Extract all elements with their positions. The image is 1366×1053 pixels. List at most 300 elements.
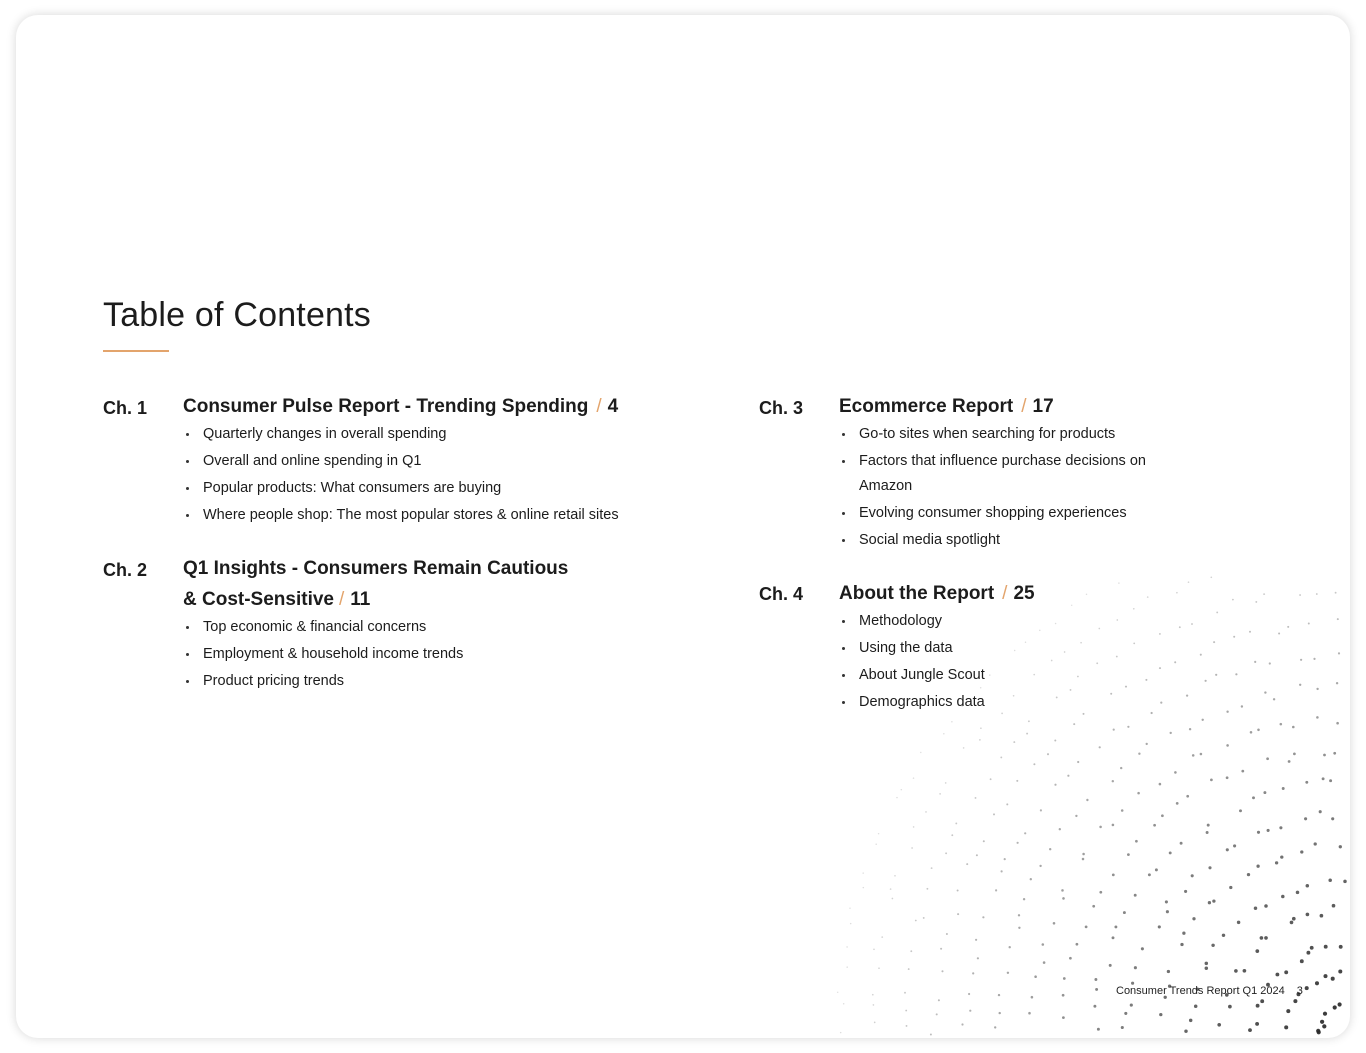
chapter-number: Ch. 2 — [103, 560, 148, 580]
decorative-dot — [1275, 973, 1279, 977]
decorative-dot — [1300, 959, 1304, 963]
decorative-dot — [1159, 1013, 1162, 1016]
decorative-dot — [1278, 632, 1280, 634]
decorative-dot — [1243, 969, 1247, 973]
decorative-dot — [1086, 799, 1088, 801]
decorative-dot — [1099, 746, 1101, 748]
decorative-dot — [1273, 698, 1275, 700]
decorative-dot — [1076, 943, 1079, 946]
decorative-dot — [961, 1023, 963, 1025]
decorative-dot — [1174, 771, 1177, 774]
decorative-dot — [1134, 894, 1137, 897]
decorative-dot — [1263, 593, 1265, 595]
decorative-dot — [1255, 949, 1259, 953]
topic-item: Methodology — [839, 609, 1239, 634]
decorative-dot — [872, 994, 874, 996]
decorative-dot — [1024, 832, 1026, 834]
decorative-dot — [993, 813, 995, 815]
decorative-dot — [943, 733, 945, 735]
decorative-dot — [1026, 733, 1028, 735]
decorative-dot — [1200, 753, 1203, 756]
decorative-dot — [1296, 891, 1300, 895]
decorative-dot — [1092, 905, 1095, 908]
decorative-dot — [1228, 1005, 1232, 1009]
decorative-dot — [930, 1034, 932, 1036]
decorative-dot — [1208, 866, 1211, 869]
decorative-dot — [896, 797, 897, 798]
decorative-dot — [1023, 898, 1025, 900]
decorative-dot — [1000, 756, 1002, 758]
decorative-dot — [1322, 777, 1325, 780]
decorative-dot — [931, 867, 933, 869]
decorative-dot — [1186, 795, 1189, 798]
decorative-dot — [1093, 1005, 1096, 1008]
chapter-page-number: 4 — [607, 396, 619, 417]
decorative-dot — [945, 852, 947, 854]
decorative-dot — [1336, 682, 1338, 684]
decorative-dot — [1250, 731, 1253, 734]
decorative-dot — [975, 939, 977, 941]
decorative-dot — [923, 917, 925, 919]
decorative-dot — [1040, 809, 1042, 811]
decorative-dot — [1063, 977, 1066, 980]
chapter-title-link[interactable] — [183, 553, 663, 615]
chapter-page-number: 17 — [1032, 396, 1054, 417]
decorative-dot — [979, 739, 981, 741]
title-accent-rule — [103, 350, 169, 352]
decorative-dot — [951, 721, 953, 723]
topic-item: Go-to sites when searching for products — [839, 422, 1189, 447]
decorative-dot — [905, 1010, 907, 1012]
topic-item: Demographics data — [839, 690, 1239, 715]
decorative-dot — [1192, 917, 1195, 920]
decorative-dot — [1004, 858, 1006, 860]
topic-item: Overall and online spending in Q1 — [183, 449, 743, 474]
decorative-dot — [1306, 913, 1310, 917]
decorative-dot — [1264, 691, 1266, 693]
decorative-dot — [1266, 757, 1269, 760]
decorative-dot — [843, 1003, 845, 1005]
decorative-dot — [1338, 969, 1342, 973]
decorative-dot — [1082, 853, 1085, 856]
decorative-dot — [1054, 740, 1056, 742]
chapter-topics — [839, 609, 1239, 715]
footer-report-name: Consumer Trends Report Q1 2024 — [1116, 985, 1285, 997]
decorative-dot — [1305, 986, 1309, 990]
decorative-dot — [1280, 855, 1283, 858]
decorative-dot — [976, 854, 978, 856]
decorative-dot — [1018, 914, 1020, 916]
decorative-dot — [1146, 743, 1148, 745]
decorative-dot — [1322, 1024, 1326, 1028]
decorative-dot — [920, 752, 921, 753]
decorative-dot — [1062, 1016, 1065, 1019]
decorative-dot — [1176, 802, 1179, 805]
footer-page-number: 3 — [1296, 985, 1303, 997]
decorative-dot — [1112, 824, 1115, 827]
decorative-dot — [1333, 1005, 1337, 1009]
page-title: Table of Contents — [103, 296, 372, 334]
decorative-dot — [1343, 880, 1347, 884]
decorative-dot — [1007, 972, 1009, 974]
decorative-dot — [1328, 878, 1332, 882]
decorative-dot — [1120, 767, 1122, 769]
decorative-dot — [1292, 917, 1296, 921]
decorative-dot — [1335, 592, 1337, 594]
decorative-dot — [1222, 934, 1225, 937]
decorative-dot — [946, 933, 948, 935]
decorative-dot — [906, 1025, 908, 1027]
decorative-dot — [1279, 826, 1282, 829]
decorative-dot — [1308, 622, 1310, 624]
decorative-dot — [1067, 775, 1069, 777]
decorative-dot — [1275, 861, 1278, 864]
chapter-number: Ch. 3 — [759, 398, 804, 418]
decorative-dot — [1180, 943, 1183, 946]
decorative-dot — [1155, 868, 1158, 871]
decorative-dot — [1097, 1028, 1100, 1031]
decorative-dot — [936, 1013, 938, 1015]
decorative-dot — [982, 916, 984, 918]
decorative-dot — [1073, 723, 1075, 725]
decorative-dot — [1304, 817, 1307, 820]
decorative-dot — [913, 777, 915, 779]
decorative-dot — [1299, 684, 1301, 686]
decorative-dot — [1293, 999, 1297, 1003]
decorative-dot — [1112, 780, 1114, 782]
decorative-dot — [1043, 961, 1046, 964]
decorative-dot — [1182, 932, 1185, 935]
decorative-dot — [1191, 874, 1194, 877]
decorative-dot — [1034, 975, 1037, 978]
decorative-dot — [1062, 994, 1065, 997]
decorative-dot — [1241, 705, 1243, 707]
decorative-dot — [878, 967, 880, 969]
decorative-dot — [1336, 722, 1339, 725]
chapter-number: Ch. 4 — [759, 584, 804, 604]
decorative-dot — [980, 727, 982, 729]
decorative-dot — [968, 993, 970, 995]
decorative-dot — [1249, 631, 1251, 633]
separator-slash: / — [596, 396, 602, 417]
decorative-dot — [1207, 824, 1210, 827]
decorative-dot — [1206, 831, 1209, 834]
decorative-dot — [945, 782, 947, 784]
decorative-dot — [1306, 884, 1310, 888]
decorative-dot — [1039, 865, 1041, 867]
decorative-dot — [1127, 726, 1129, 728]
decorative-dot — [1264, 904, 1268, 908]
decorative-dot — [999, 1012, 1001, 1014]
decorative-dot — [901, 789, 902, 790]
decorative-dot — [1320, 1020, 1324, 1024]
decorative-dot — [1323, 974, 1327, 978]
decorative-dot — [1184, 1029, 1187, 1032]
decorative-dot — [1313, 658, 1315, 660]
decorative-dot — [1248, 1028, 1252, 1032]
decorative-dot — [1234, 969, 1238, 973]
decorative-dot — [875, 843, 876, 844]
chapter-title-line-2: & Cost-Sensitive — [183, 589, 334, 610]
decorative-dot — [966, 863, 968, 865]
topic-item: About Jungle Scout — [839, 663, 1239, 688]
decorative-dot — [1141, 947, 1144, 950]
decorative-dot — [1180, 842, 1183, 845]
decorative-dot — [1284, 1025, 1288, 1029]
decorative-dot — [892, 898, 894, 900]
decorative-dot — [1033, 763, 1035, 765]
decorative-dot — [1255, 601, 1257, 603]
decorative-dot — [1153, 824, 1156, 827]
decorative-dot — [904, 992, 906, 994]
decorative-dot — [1217, 1023, 1221, 1027]
decorative-dot — [957, 890, 959, 892]
decorative-dot — [1028, 720, 1030, 722]
chapter-topics — [839, 422, 1189, 553]
decorative-dot — [1286, 1009, 1290, 1013]
decorative-dot — [1255, 1022, 1259, 1026]
decorative-dot — [1254, 907, 1257, 910]
decorative-dot — [908, 968, 910, 970]
decorative-dot — [874, 1022, 876, 1024]
decorative-dot — [1189, 728, 1191, 730]
decorative-dot — [1001, 870, 1003, 872]
decorative-dot — [1323, 754, 1326, 757]
decorative-dot — [1226, 848, 1229, 851]
decorative-dot — [1095, 988, 1098, 991]
decorative-dot — [1299, 594, 1301, 596]
decorative-dot — [915, 920, 917, 922]
decorative-dot — [941, 970, 943, 972]
decorative-dot — [862, 872, 863, 873]
decorative-dot — [1062, 897, 1065, 900]
decorative-dot — [1112, 874, 1115, 877]
decorative-dot — [1339, 945, 1343, 949]
decorative-dot — [1338, 1002, 1342, 1006]
page-footer — [1116, 985, 1303, 997]
chapter-title: Ecommerce Report — [839, 396, 1014, 417]
decorative-dot — [1316, 716, 1319, 719]
decorative-dot — [1337, 618, 1339, 620]
decorative-dot — [1324, 945, 1328, 949]
decorative-dot — [1047, 753, 1049, 755]
decorative-dot — [1260, 936, 1264, 940]
decorative-dot — [1310, 946, 1314, 950]
decorative-dot — [1134, 966, 1137, 969]
decorative-dot — [1167, 970, 1170, 973]
decorative-dot — [1315, 981, 1319, 985]
decorative-dot — [846, 966, 848, 968]
decorative-dot — [878, 833, 879, 834]
decorative-dot — [1077, 761, 1079, 763]
separator-slash: / — [338, 589, 345, 610]
decorative-dot — [1229, 886, 1232, 889]
decorative-dot — [1127, 853, 1130, 856]
decorative-dot — [1257, 729, 1260, 732]
decorative-dot — [998, 994, 1000, 996]
decorative-dot — [1338, 652, 1340, 654]
decorative-dot — [1042, 943, 1045, 946]
decorative-dot — [1205, 962, 1208, 965]
topic-item: Product pricing trends — [183, 669, 663, 694]
decorative-dot — [1300, 850, 1303, 853]
decorative-dot — [969, 1010, 971, 1012]
topic-item: Using the data — [839, 636, 1239, 661]
decorative-dot — [955, 822, 957, 824]
decorative-dot — [1319, 810, 1322, 813]
decorative-dot — [1085, 926, 1088, 929]
decorative-dot — [1263, 791, 1266, 794]
decorative-dot — [881, 936, 883, 938]
decorative-dot — [1159, 783, 1162, 786]
decorative-dot — [1184, 890, 1187, 893]
decorative-dot — [1018, 927, 1020, 929]
decorative-dot — [1028, 1012, 1031, 1015]
decorative-dot — [911, 847, 913, 849]
decorative-dot — [1320, 914, 1324, 918]
decorative-dot — [1202, 719, 1204, 721]
decorative-dot — [1099, 891, 1102, 894]
decorative-dot — [1148, 873, 1151, 876]
topic-item: Employment & household income trends — [183, 642, 663, 667]
decorative-dot — [1121, 1026, 1124, 1029]
decorative-dot — [1205, 967, 1208, 970]
decorative-dot — [1099, 826, 1102, 829]
decorative-dot — [1254, 661, 1256, 663]
decorative-dot — [1306, 951, 1310, 955]
decorative-dot — [1329, 779, 1332, 782]
decorative-dot — [1061, 889, 1064, 892]
decorative-dot — [994, 1026, 996, 1028]
decorative-dot — [1031, 996, 1034, 999]
separator-slash: / — [1021, 396, 1027, 417]
decorative-dot — [1135, 840, 1138, 843]
decorative-dot — [846, 946, 847, 947]
decorative-dot — [1030, 878, 1032, 880]
decorative-dot — [837, 992, 838, 993]
decorative-dot — [873, 948, 875, 950]
decorative-dot — [1226, 776, 1229, 779]
decorative-dot — [1009, 946, 1011, 948]
decorative-dot — [1013, 741, 1015, 743]
decorative-dot — [983, 840, 985, 842]
decorative-dot — [940, 948, 942, 950]
decorative-dot — [1233, 844, 1236, 847]
decorative-dot — [1017, 842, 1019, 844]
decorative-dot — [1226, 744, 1229, 747]
decorative-dot — [1113, 729, 1115, 731]
decorative-dot — [925, 811, 927, 813]
decorative-dot — [1138, 753, 1140, 755]
decorative-dot — [1006, 803, 1008, 805]
decorative-dot — [1269, 662, 1271, 664]
decorative-dot — [1316, 688, 1318, 690]
separator-slash: / — [1002, 583, 1008, 604]
topic-item: Factors that influence purchase decisions on Amazon — [839, 449, 1189, 499]
topic-item: Popular products: What consumers are buying — [183, 476, 743, 501]
decorative-dot — [1212, 899, 1215, 902]
decorative-dot — [1280, 723, 1283, 726]
decorative-dot — [990, 778, 992, 780]
decorative-dot — [840, 1032, 841, 1033]
decorative-dot — [1331, 977, 1335, 981]
decorative-dot — [1288, 760, 1291, 763]
decorative-dot — [1069, 957, 1072, 960]
decorative-dot — [1166, 910, 1169, 913]
chapter-number: Ch. 1 — [103, 398, 148, 418]
topic-item: Social media spotlight — [839, 528, 1189, 553]
decorative-dot — [1257, 831, 1260, 834]
document-page — [16, 15, 1350, 1038]
decorative-dot — [972, 972, 974, 974]
decorative-dot — [1082, 858, 1085, 861]
decorative-dot — [1165, 900, 1168, 903]
decorative-dot — [1208, 901, 1211, 904]
decorative-dot — [939, 793, 941, 795]
decorative-dot — [1211, 944, 1214, 947]
decorative-dot — [1059, 828, 1061, 830]
decorative-dot — [1130, 1004, 1133, 1007]
chapter-page-number: 25 — [1013, 583, 1035, 604]
decorative-dot — [873, 1004, 875, 1006]
chapter-title-link[interactable] — [839, 578, 1239, 609]
decorative-dot — [1316, 593, 1318, 595]
chapter-title-link[interactable] — [183, 391, 743, 422]
decorative-dot — [926, 888, 928, 890]
decorative-dot — [1121, 809, 1124, 812]
decorative-dot — [951, 834, 953, 836]
decorative-dot — [1339, 845, 1342, 848]
decorative-dot — [957, 913, 959, 915]
decorative-dot — [1281, 895, 1285, 899]
decorative-dot — [1290, 921, 1294, 925]
decorative-dot — [1192, 754, 1195, 757]
decorative-dot — [1049, 848, 1051, 850]
decorative-dot — [1158, 925, 1161, 928]
decorative-dot — [1124, 1012, 1127, 1015]
decorative-dot — [1247, 873, 1250, 876]
chapter-topics — [183, 422, 743, 528]
decorative-dot — [849, 907, 850, 908]
decorative-dot — [1314, 842, 1317, 845]
decorative-dot — [1016, 780, 1018, 782]
decorative-dot — [1239, 809, 1242, 812]
topic-item: Quarterly changes in overall spending — [183, 422, 743, 447]
decorative-dot — [1284, 970, 1288, 974]
decorative-dot — [1323, 1012, 1327, 1016]
decorative-dot — [1194, 1004, 1198, 1008]
decorative-dot — [910, 950, 912, 952]
decorative-dot — [1241, 770, 1244, 773]
decorative-dot — [1123, 911, 1126, 914]
decorative-dot — [1267, 829, 1270, 832]
decorative-dot — [1292, 726, 1295, 729]
chapter-title-link[interactable] — [839, 391, 1189, 422]
decorative-dot — [1094, 978, 1097, 981]
decorative-dot — [1054, 784, 1056, 786]
decorative-dot — [1137, 792, 1140, 795]
decorative-dot — [1331, 817, 1334, 820]
decorative-dot — [1316, 1029, 1320, 1033]
chapter-topics — [183, 615, 663, 694]
decorative-dot — [1112, 936, 1115, 939]
topic-item: Where people shop: The most popular stores & online retail sites — [183, 503, 743, 528]
decorative-dot — [1305, 781, 1308, 784]
decorative-dot — [890, 888, 892, 890]
decorative-dot — [913, 826, 915, 828]
decorative-dot — [1114, 925, 1117, 928]
decorative-dot — [1333, 752, 1336, 755]
